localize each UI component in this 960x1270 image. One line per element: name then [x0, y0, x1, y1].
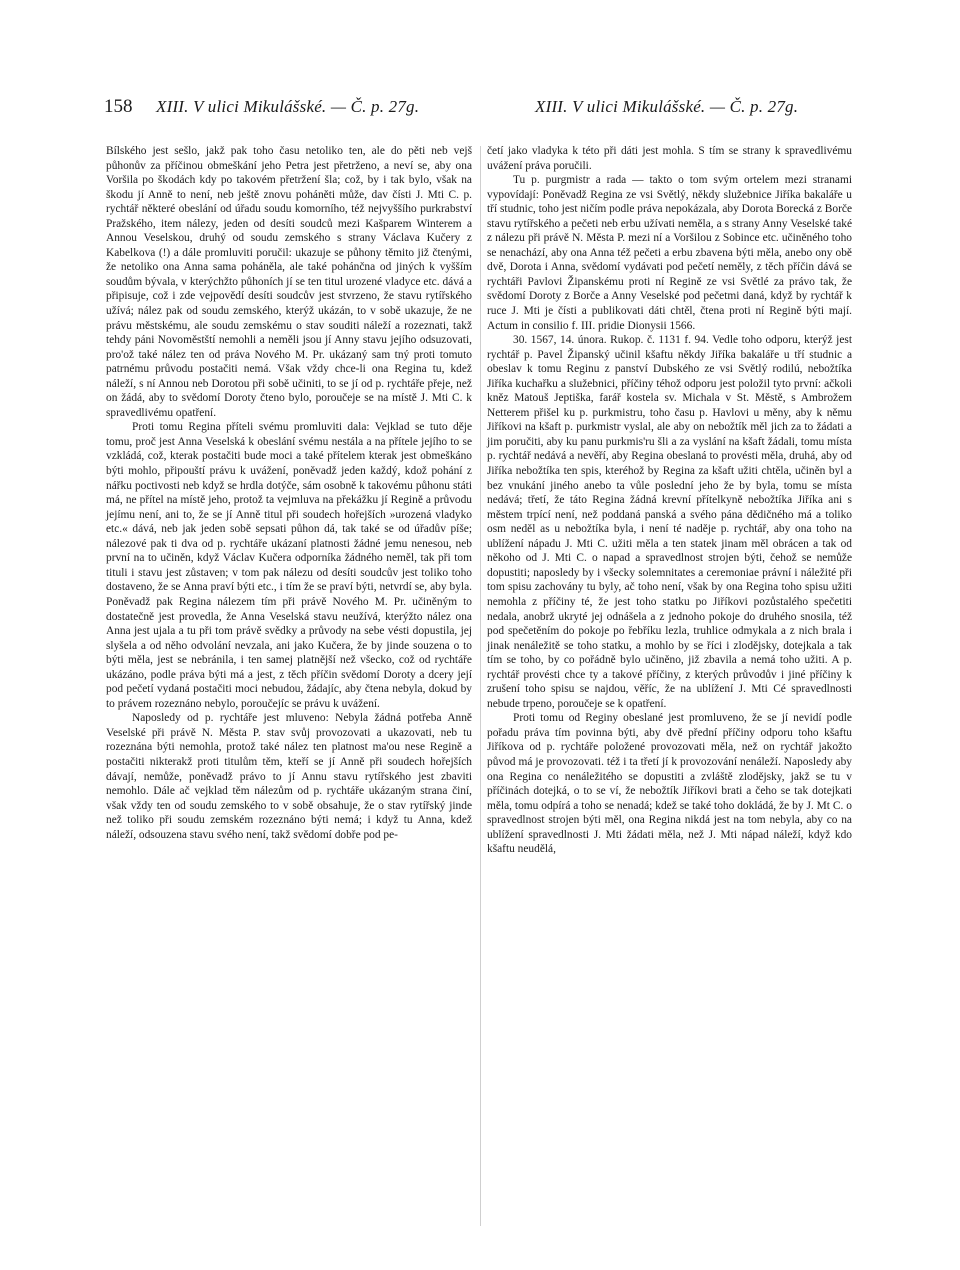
column-divider	[480, 146, 481, 1226]
running-head-right: XIII. V ulici Mikulášské. — Č. p. 27g.	[535, 97, 799, 116]
paragraph: četí jako vladyka k této při dáti jest mohla. S tím se strany k spravedlivému uvážení práva poručili.	[487, 145, 852, 172]
running-head-left: XIII. V ulici Mikulášské. — Č. p. 27g.	[156, 97, 420, 116]
paragraph: Bílského jest sešlo, jakž pak toho času netoliko ten, ale do pěti neb vejš půhonův za příčinou obmeškání jeho Petra jest přetrženo, a neví se, aby ona Voršila po škodách kdy po takovém přetržení šla; což, by i tak bylo, však na škodu jí Anně to není, neb ještě znovu poháněti může, dav čísti J. Mti C. p. rychtář některé obeslání od úřadu soudu komorního, též nejvyššího purkrabství Pražského, item nálezy, jeden od desíti soudců mezi Kašparem Winterem a Annou Veselskou, druhý od soudu zemského s strany Václava Kučery z Kabelkova (!) a dále promluviti poručil: ukazuje se půhony těmito již čtenými, že netoliko ona Anna sama poháněla, ale také pohánčna od jiných k vyšším soudům bývala, v kterýchžto půhoních jí se ten titul urozené vladyce etc. dává a připisuje, což i zde vejpovědí desíti soudcův jest stvrzeno, že stavu rytířského užívá; nález pak od soudu zemského, kterýž ukázán, to v sobě ukazuje, že ne právu městskému, ale soudu zemskému o stav souditi náleží a rozeznati, takž tehdy páni Novoměstští nemohli a neměli jsou jí Anny stavu jejího odsuzovati, pro'ož také nález ten od práva Nového M. Pr. ukázaný sam tný proti tomuto patrnému průvodu postačiti nemá. Však vždy chce-li ona Regina tu, kdež náleží, s ní Annou neb Dorotou při sobě učiniti, to se jí od p. rychtáře přeje, než on žádá, aby to svědomí Doroty čteno bylo, poroučeje se na místě J. Mti C. k spravedlivému opatření.	[106, 145, 472, 419]
paragraph: Naposledy od p. rychtáře jest mluveno: Nebyla žádná potřeba Anně Veselské při právě N. Města P. stav svůj provozovati a ukazovati, neb tu rozeznána býti nemohla, protož také nález ten platnost ma'ou nese Regině a postačiti nikterakž proti titulům těm, kteří se jí Anně při soudech hořejších dávají, nemůže, poněvadž právo to jí Annu stavu rytířského jest zbaviti nemohlo. Dále ač vejklad těm nálezům od p. rychtáře ukázaným strana činí, však vždy ten od soudu zemského to v sobě obsahuje, že o stav rytířský jinde než toliko při soudu zemském rozeznáno býti nemá; i když tu Anna, kdež náleží, odsouzena stavu svého není, takž svědomí dobře pod pe-	[106, 712, 472, 841]
page-header	[0, 96, 960, 122]
paragraph: Proti tomu Regina příteli svému promluviti dala: Vejklad se tuto děje tomu, proč jest Anna Veselská k obeslání svému nestála a na přítele jejího to se vzkládá, což, kterak postačiti bude moci a také přítelem kterak jest obmeškáno býti mohlo, připouští právu k uvážení, poněvadž jeden každý, kdož pohání z nářku poctivosti neb když se hrdla dotýče, sám osobně k takovému půhonu státi má, ne přítel na místě jeho, protož ta vejmluva na překážku jí Regině a průvodu jejímu není, ani to, že se jí Anně titul při soudech hořejších »urozená vladyko etc.« dává, neb jak jeden sobě sepsati půhon dá, tak také se od úřadův píše; nálezové pak ti dva od p. rychtáře ukázaní platnosti žádné jemu nenesou, neb první na to učiněn, když Václav Kučera odporníka žádného neměl, tak při tom tituli i stavu jest zůstaven; v tom pak nálezu od desíti soudcův jest toliko toho dostaveno, že se Anna praví býti etc., i tím že se praví býti, netvrdí se, aby byla. Poněvadž pak Regina nálezem tím při právě Nového M. Pr. učiněným to dostatečně jest provedla, že Anna Veselská stavu neužívá, kterýžto nález ona Anna jest ujala a tu při tom právě svědky a průvody na sebe vésti dopustila, jej slyšela a od něho odvolání nevzala, ani jako Kučera, že by jinde souzena o to býti měla, jest se nebránila, i ten samej platnější než všecko, což od rychtáře ukázáno, podle práva býti má a jest, z těch příčin svědomí Doroty a dcery její pod pečetí vydaná postačiti moci nebudou, žádajíc, aby čtena nebyla, dokud by to právem rozeznáno nebylo, poroučejíc se právu k uvážení.	[106, 421, 472, 710]
paragraph: Tu p. purgmistr a rada — takto o tom svým ortelem mezi stranami vypovídají: Poněvadž Regina ze vsi Světlý, někdy služebnice Jiříka bakaláře u tří studnic, toho jest ničím podle práva nepokázala, aby Dorota Borecká z Borče stavu rytířského a pečeti neb erbu užívati neměla, a s strany Anny Veselské také z nálezu při právě N. Města P. mezi ní a Voršilou z Sobince etc. učiněného toho se nenachází, aby ona Anna též pečeti a erbu zbavena býti měla, anebo ony obě dvě, Dorota i Anna, svědomí vydávati pod pečetí neměly, z těch příčin dává se rychtáři Pavlovi Žipanskému proti ní Regině ze vsi Světlé za právo tak, že svědomí Doroty z Borče a Anny Veselské pod pečetmi daná, když by rychtář k ruce J. Mti je čísti a publikovati dáti chtěl, čtena proti ní Regině býti mají. Actum in consilio f. III. pridie Dionysii 1566.	[487, 174, 853, 332]
paragraph: Proti tomu od Reginy obeslané jest promluveno, že se jí nevidí podle pořadu práva tím povinna býti, aby dvě přední příčiny odporu toho kšaftu Jiříkova od p. rychtáře položené provozovati měla, než on rychtář jakožto původ má je provozovati. též i ta třetí jí k provozování nenáleží. Naposledy aby ona Regina co nenáležitého se dopustiti a zvláště zlodějsky, jakž se tu v příčinách dotejká, o to se ví, že nebožtík Jiříkovi brati a čeho se tak dotejkati měla, tomu odpírá a toho se nenadá; kdež se také toho dokládá, že by J. Mt C. o spravedlnost strojen býti měl, ona Regina nikdá jest na tom nebyla, aby co na ublížení spravedlnosti J. Mti žádati měla, než J. Mti nápad náleží, když kdo kšaftu neudělá,	[487, 712, 852, 856]
paragraph: 30. 1567, 14. února. Rukop. č. 1131 f. 94. Vedle toho odporu, kterýž jest rychtář p. Pavel Žipanský učinil kšaftu někdy Jiříka bakaláře u tří studnic a obeslav k tomu Reginu z panství Dubského ze vsi Světlý rodilú, nebožtíka Jiříka kuchařku a služebnici, příčiny téhož odporu jest položil tyto první: ačkoli kněz Matouš Jeptiška, farář kostela sv. Michala v St. Městě, s Ambrožem Netterem přišel ku p. purkmistru, toho času p. Havlovi u měny, aby k němu Jiříkovi na kšaft p. purkmistr vyslal, ale aby on nebožtík měl jich za to žádati a jim poručiti, aby ku panu purkmis'ru šli a za vyslání na kšaft žádali, tomu místa p. rychtář nedává a nevěří, aby Regina obeslaná to provésti měla, druhá, aby od Jiříka nebožtíka ten spis, kteréhož by Regina za kšaft užiti chtěla, učiněn byl a bez vnukání jiného anebo ta vůle poslední jeho že by byla, tomu se místa nedává; třetí, že táto Regina žádná krevní přítelkyně nebožtíka Jiříka ani s městem trpící není, než poddaná panská a svého pána dědičného má a toliko osm neděl as u nebožtíka byla, i není té naděje p. rychtář, aby ona toho na ublížení nápadu J. Mti C. užiti měla a ten statek jinam měl obrácen a tak od někoho od J. Mti C. o napad a spravedlnost strojen býti, čehož se nemůže dopustiti; naposledy by i všecky solemnitates a ceremoniae právní i náležité při tom spisu zachovány tu byly, ač toho není, však by ona Regina toho spisu užiti nemohla z příčiny té, že jest toho statku po Jiříkovi pozůstalého spečetiti nedala, anobrž ukryté jej odnášela a z jednoho pokoje do druhého snosila, též pod spečetěním do pokoje po řebříku lezla, truhlice odmykala a z nich brala i jinak nenáležitě se toho statku, a mohlo by se říci i zlodějsky, dotejkala a tak tím se toho, by co pořádně bylo učiněno, již zbavila a nemá toho užiti. A p. rychtář provésti chce ty a takové příčiny, z kterých průvodův i jiné příčiny k zrušení toho spisu se najdou, věříc, že na ublížení J. Mti Cé spravedlnosti nebude trpeno, poroučeje se k opatření.	[487, 334, 852, 710]
left-column	[106, 144, 472, 842]
page-number: 158	[104, 96, 133, 117]
right-column	[487, 144, 852, 857]
